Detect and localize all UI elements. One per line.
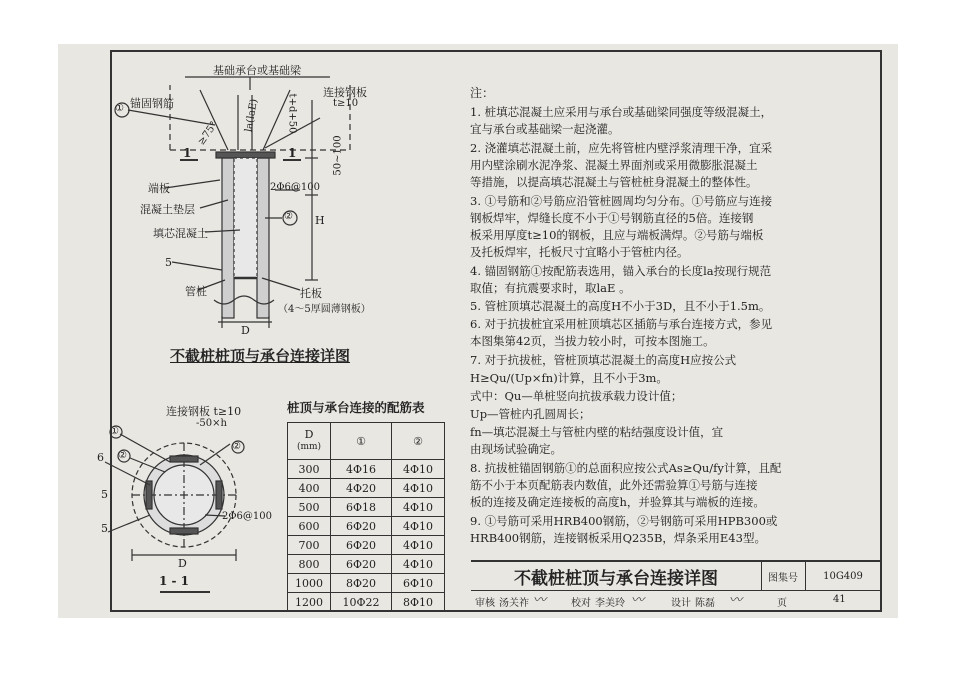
check-name: 李美玲 — [595, 598, 625, 609]
plate-thickness-label: t≥10 — [333, 98, 359, 109]
table-row — [288, 574, 445, 593]
table-cell: 4Φ10 — [392, 498, 445, 517]
note-line: Up—管桩内孔圆周长； — [470, 407, 591, 421]
review-label: 审核 — [475, 598, 495, 609]
atlas-number: 10G409 — [823, 570, 863, 582]
table-cell: 6Φ20 — [331, 555, 392, 574]
design-signature: 〰 — [729, 593, 743, 608]
sign-row — [471, 590, 881, 611]
note-line: 本图集第42页，当拔力较小时，可按本图施工。 — [470, 334, 715, 348]
table-row — [288, 498, 445, 517]
note-line: 等措施，以提高填芯混凝土与管桩桩身混凝土的整体性。 — [470, 175, 758, 189]
support-plate-label: 托板 — [300, 287, 322, 300]
table-title: 桩顶与承台连接的配筋表 — [287, 400, 425, 415]
title-block-title: 不截桩桩顶与承台连接详图 — [471, 562, 762, 590]
header-d: D — [304, 428, 314, 441]
table-cell: 8Φ20 — [331, 574, 392, 593]
table-cell: 4Φ10 — [392, 555, 445, 574]
table-row — [288, 593, 445, 612]
connect-plate-label: 连接钢板 — [323, 86, 367, 99]
note-line: 7. 对于抗拔桩，管桩顶填芯混凝土的高度H应按公式 — [470, 353, 737, 367]
dim-50-100-label: 50~100 — [332, 135, 344, 176]
note-line: 8. 抗拔桩锚固钢筋①的总面积应按公式As≥Qu/fy计算，且配 — [470, 461, 782, 475]
page-label: 页 — [777, 598, 787, 609]
note-line: 3. ①号筋和②号筋应沿管桩圆周均匀分布。①号筋应与连接 — [470, 194, 773, 208]
check-label: 校对 — [571, 598, 591, 609]
section-title: 1 - 1 — [159, 574, 190, 588]
note-line: 4. 锚固钢筋①按配筋表选用，锚入承台的长度la按现行规范 — [470, 264, 772, 278]
table-cell: 700 — [288, 536, 331, 555]
table-cell: 1000 — [288, 574, 331, 593]
note-line: 由现场试验确定。 — [470, 442, 562, 456]
table-row — [288, 517, 445, 536]
note-line: 宜与承台或基础梁一起浇灌。 — [470, 122, 620, 136]
table-cell: 4Φ10 — [392, 517, 445, 536]
note-line: 钢板焊牢，焊缝长度不小于①号钢筋直径的5倍。连接钢 — [470, 211, 754, 225]
header-unit: (mm) — [296, 442, 322, 452]
plan-plate-label: 连接钢板 t≥10 — [166, 405, 242, 418]
note-line: 式中：Qu—单桩竖向抗拔承载力设计值； — [470, 389, 683, 403]
atlas-label: 图集号 — [761, 562, 806, 590]
page-number: 41 — [833, 594, 846, 605]
plan-dim-label: -50×h — [196, 418, 227, 429]
note-line: 筋不小于本页配筋表内数值，此外还需验算①号筋与连接 — [470, 478, 758, 492]
note-line: 5. 管桩顶填芯混凝土的高度H不小于3D，且不小于1.5m。 — [470, 299, 771, 313]
table-cell: 4Φ16 — [331, 460, 392, 479]
la-label: la(laE) — [243, 98, 261, 133]
design-label: 设计 — [671, 598, 691, 609]
note-line: 6. 对于抗拔桩宜采用桩顶填芯区插筋与承台连接方式，参见 — [470, 317, 773, 331]
plan-circle-2: ② — [118, 450, 127, 461]
table-cell: 1200 — [288, 593, 331, 612]
title-block — [471, 560, 881, 612]
D-label: D — [241, 324, 250, 337]
note-line: 用内壁涂刷水泥净浆、混凝土界面剂或采用微膨胀混凝土 — [470, 158, 758, 172]
section-mark-left: 1 — [183, 146, 192, 160]
table-cell: 800 — [288, 555, 331, 574]
note-line: 板采用厚度t≥10的钢板，且应与端板满焊。②号筋与端板 — [470, 228, 764, 242]
plan-six-label: 6 — [97, 451, 104, 464]
table-cell: 6Φ10 — [392, 574, 445, 593]
table-cell: 8Φ10 — [392, 593, 445, 612]
main-title: 不截桩桩顶与承台连接详图 — [170, 347, 351, 365]
pipe-pile-label: 管桩 — [185, 285, 207, 298]
fill-concrete-label: 填芯混凝土 — [153, 227, 208, 240]
note-line: 9. ①号筋可采用HRB400钢筋，②号钢筋可采用HPB300或 — [470, 514, 778, 528]
end-plate-label: 端板 — [148, 182, 170, 195]
table-cell: 4Φ10 — [392, 536, 445, 555]
table-cell: 10Φ22 — [331, 593, 392, 612]
note-line: HRB400钢筋，连接钢板采用Q235B，焊条采用E43型。 — [470, 531, 766, 545]
table-cell: 6Φ20 — [331, 517, 392, 536]
table-cell: 500 — [288, 498, 331, 517]
review-signature: 〰 — [533, 593, 547, 608]
table-row — [288, 536, 445, 555]
dim-t-label: t+d+50 — [286, 93, 298, 134]
concrete-pad-label: 混凝土垫层 — [140, 203, 195, 216]
angle-label: ≥75° — [196, 119, 221, 148]
table-cell: 400 — [288, 479, 331, 498]
note-line: 取值；有抗震要求时，取laE 。 — [470, 281, 631, 295]
header-bar-1: ① — [331, 423, 392, 460]
note-line: 2. 浇灌填芯混凝土前，应先将管桩内壁浮浆清理干净，宜采 — [470, 141, 773, 155]
review-name: 汤关祚 — [499, 598, 529, 609]
anchor-bar-label: 锚固钢筋 — [130, 97, 174, 110]
table-cell: 4Φ10 — [392, 479, 445, 498]
table-row — [288, 479, 445, 498]
table-row — [288, 555, 445, 574]
section-mark-right: 1 — [288, 146, 297, 160]
table-cell: 6Φ20 — [331, 536, 392, 555]
table-cell: 4Φ20 — [331, 479, 392, 498]
rebar-table — [287, 422, 445, 612]
plan-five-label-2: 5 — [101, 522, 108, 535]
circle-1-label: ① — [115, 103, 124, 114]
table-cell: 600 — [288, 517, 331, 536]
support-plate-note: （4～5厚圆薄钢板） — [278, 304, 371, 315]
check-signature: 〰 — [631, 593, 645, 608]
table-cell: 300 — [288, 460, 331, 479]
plan-D-label: D — [178, 557, 187, 570]
bar-5-label: 5 — [165, 256, 172, 269]
stirrup-label: 2Φ6@100 — [270, 182, 321, 193]
note-line: 板的连接及确定连接板的高度h，并验算其与端板的连接。 — [470, 495, 765, 509]
note-line: 1. 桩填芯混凝土应采用与承台或基础梁同强度等级混凝土， — [470, 105, 773, 119]
table-cell: 4Φ10 — [392, 460, 445, 479]
plan-stirrup-label: 2Φ6@100 — [222, 511, 273, 522]
plan-five-label-1: 5 — [101, 488, 108, 501]
table-cell: 6Φ18 — [331, 498, 392, 517]
header-bar-2: ② — [392, 423, 445, 460]
note-line: fn—填芯混凝土与管桩内壁的粘结强度设计值，宜 — [470, 425, 724, 439]
cap-label: 基础承台或基础梁 — [213, 64, 301, 77]
plan-circle-1: ① — [110, 426, 119, 437]
note-line: H≥Qu/(Up×fn)计算，且不小于3m。 — [470, 371, 668, 385]
circle-2-label: ② — [284, 211, 293, 222]
design-name: 陈磊 — [695, 598, 715, 609]
note-line: 及托板焊牢，托板尺寸宜略小于管桩内径。 — [470, 245, 689, 259]
table-header-row — [288, 423, 445, 460]
plan-circle-2-right: ② — [232, 441, 241, 452]
table-row — [288, 460, 445, 479]
notes-heading: 注： — [470, 86, 495, 100]
header-d-cell — [288, 423, 331, 460]
H-label: H — [315, 214, 325, 227]
